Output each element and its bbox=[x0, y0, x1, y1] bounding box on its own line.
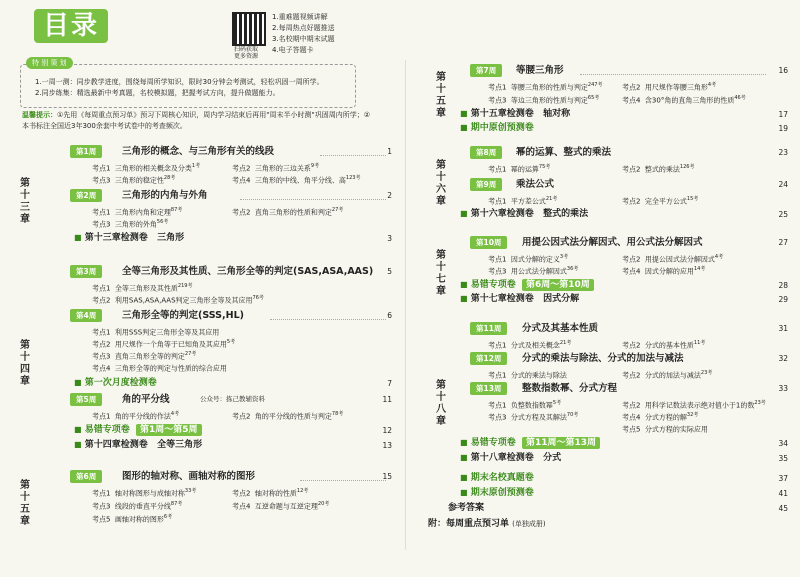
page-number: 3 bbox=[387, 234, 392, 243]
page-number: 35 bbox=[778, 454, 788, 463]
week-title[interactable]: 三角形全等的判定(SSS,HL) bbox=[122, 310, 244, 321]
chapter-label: 第十三章 bbox=[20, 178, 30, 225]
toc-page: 目录 扫码获取 更多资源 1.重难题视频讲解 2.每周热点好题推送 3.名校期中期末试题 4.电子答题卡 1.一周一测：同步教学进度，围绕每周所学知识，限时30分钟会考测试，轻松巩固一周所学。 2.同步练集：精选最新中考真题，名校模拟题，把握考试方向，提升做题能力。 特 别 策 划 温馨提示：①先用《每周重点预习单》预习下周核心知识，周内学习结束后再用"周末半小时测"巩固周内所学；②本书标注全国近3年300余套中考试卷中的考查频次。 第十三章 第1周 三角形的概念、与三角形有关的线段 1 考点1 三角形的相关概念及分类$^{1考}$ 考点2 三角形的三边关系$^{9考}$ 考点3 三角形的稳定性$^{28考}$ 考点4 三角形的中线、角平分线、高$^{123考}$ 第2周 三角形的内角与外角 2 考点1 三角形内角和定理$^{87考}$ 考点2 直角三角形的性质和判定$^{27考}$ 考点3 三角形的外角$^{56考}$ ■ 第十三章检测卷 三角形 3 第十四章 第3周 全等三角形及其性质、三角形全等的判定(SAS,ASA,AAS) 5 考点1 全等三角形及其性质$^{219考}$ 考点2 利用SAS,ASA,AAS判定三角形全等及其应用$^{76考}$ 第4周 三角形全等的判定(SSS,HL) 6 考点1 利用SSS判定三角形全等及其应用 考点2 用尺规作一个角等于已知角及其应用$^{5考}$ 考点3 直角三角形全等的判定$^{27考}$ 考点4 三角形全等的判定与性质的综合应用 ■ 第一次月度检测卷 7 第5周 角的平分线 公众号：拣己教辅资料 11 考点1 角的平分线的作法$^{4考}$ 考点2 角的平分线的性质与判定$^{78考}$ ■ 易错专项卷 第1周～第5周 12 ■ 第十四章检测卷 全等三角形 13 第十五章 第6周 图形的轴对称、画轴对称的图形 15 考点1 轴对称图形与成轴对称$^{33考}$ 考点2 轴对称的性质$^{12考}$ 考点3 线段的垂直平分线$^{87考}$ 考点4 互逆命题与互逆定理$^{20考}$ 考点5 画轴对称的图形$^{6考}$ 第十五章 第7周 等腰三角形 16 考点1 等腰三角形的性质与判定$^{247考}$ 考点2 用尺规作等腰三角形$^{4考}$ 考点3 等边三角形的性质与判定$^{65考}$ 考点4 含30°角的直角三角形的性质$^{46考}$ ■ 第十五章检测卷 轴对称 17 ■ 期中原创预测卷 19 第十六章 第8周 幂的运算、整式的乘法 23 考点1 幂的运算$^{75考}$ 考点2 整式的乘法$^{126考}$ 第9周 乘法公式 24 考点1 平方差公式$^{21考}$ 考点2 完全平方公式$^{15考}$ ■ 第十六章检测卷 整式的乘法 25 第十七章 第10周 用提公因式法分解因式、用公式法分解因式 27 考点1 因式分解的定义$^{3考}$ 考点2 用提公因式法分解因式$^{4考}$ 考点3 用公式法分解因式$^{36考}$ 考点4 因式分解的应用$^{14考}$ ■ 易错专项卷 第6周～第10周 28 ■ 第十七章检测卷 因式分解 29 第十八章 第11周 分式及其基本性质 31 考点1 分式及相关概念$^{21考}$ 考点2 分式的基本性质$^{11考}$ 第12周 分式的乘法与除法、分式的加法与减法 32 考点1 分式的乘法与除法 考点2 分式的加法与减法$^{23考}$ 第13周 整数指数幂、分式方程 33 考点1 负整数指数幂$^{5考}$ 考点2 用科学记数法表示绝对值小于1的数$^{23考}$ 考点3 分式方程及其解法$^{70考}$ 考点4 分式方程的解$^{32考}$ 考点5 分式方程的实际应用 ■ 易错专项卷 第11周～第13周 34 ■ 第十八章检测卷 分式 35 ■ 期末名校真题卷 37 ■ 期末原创预测卷 41 参考答案 45 附：每周重点预习单 (单独成册) bbox=[0, 0, 800, 577]
chapter-label: 第十七章 bbox=[436, 250, 446, 297]
week-badge: 第7周 bbox=[470, 64, 502, 77]
week-badge: 第12周 bbox=[470, 352, 507, 365]
week-badge: 第8周 bbox=[470, 146, 502, 159]
week-badge: 第10周 bbox=[470, 236, 507, 249]
page-title: 目录 bbox=[34, 9, 108, 43]
page-number: 17 bbox=[778, 110, 788, 119]
page-number: 12 bbox=[382, 426, 392, 435]
week-title[interactable]: 三角形的概念、与三角形有关的线段 bbox=[122, 146, 275, 157]
page-number: 24 bbox=[778, 180, 788, 189]
page-number: 16 bbox=[778, 66, 788, 75]
page-number: 11 bbox=[382, 395, 392, 404]
page-number: 7 bbox=[387, 379, 392, 388]
final-test-2[interactable]: ■ 期末原创预测卷 bbox=[460, 488, 534, 498]
page-number: 2 bbox=[387, 191, 392, 200]
page-number: 45 bbox=[778, 504, 788, 513]
tips-box bbox=[20, 64, 356, 108]
chapter-test[interactable]: ■ 第十五章检测卷 轴对称 bbox=[460, 109, 571, 119]
midterm-test[interactable]: ■ 期中原创预测卷 bbox=[460, 123, 534, 133]
week-title[interactable]: 幂的运算、整式的乘法 bbox=[516, 147, 612, 158]
error-test[interactable]: ■ 易错专项卷 第11周～第13周 bbox=[460, 437, 600, 449]
page-number: 25 bbox=[778, 210, 788, 219]
week-badge: 第11周 bbox=[470, 322, 507, 335]
week-badge: 第2周 bbox=[70, 189, 102, 202]
week-title[interactable]: 分式及其基本性质 bbox=[522, 323, 599, 334]
week-title[interactable]: 乘法公式 bbox=[516, 179, 555, 190]
tips-title: 特 别 策 划 bbox=[26, 57, 73, 69]
chapter-label: 第十五章 bbox=[436, 72, 446, 119]
tips-line-1: 1.一周一测：同步教学进度，围绕每周所学知识，限时30分钟会考测试，轻松巩固一周所学。 bbox=[35, 78, 324, 86]
page-number: 6 bbox=[387, 311, 392, 320]
page-number: 33 bbox=[778, 384, 788, 393]
page-number: 5 bbox=[387, 267, 392, 276]
chapter-test[interactable]: ■ 第十七章检测卷 因式分解 bbox=[460, 294, 580, 304]
page-number: 13 bbox=[382, 441, 392, 450]
tips-line-2: 2.同步练集：精选最新中考真题，名校模拟题，把握考试方向，提升做题能力。 bbox=[35, 89, 280, 97]
chapter-test[interactable]: ■ 第十三章检测卷 三角形 bbox=[74, 233, 185, 243]
error-test[interactable]: ■ 易错专项卷 第6周～第10周 bbox=[460, 279, 594, 291]
page-number: 34 bbox=[778, 439, 788, 448]
week-badge: 第5周 bbox=[70, 393, 102, 406]
page-number: 28 bbox=[778, 281, 788, 290]
chapter-test[interactable]: ■ 第十六章检测卷 整式的乘法 bbox=[460, 209, 589, 219]
week-badge: 第1周 bbox=[70, 145, 102, 158]
page-number: 32 bbox=[778, 354, 788, 363]
week-title[interactable]: 图形的轴对称、画轴对称的图形 bbox=[122, 471, 256, 482]
page-number: 15 bbox=[382, 472, 392, 481]
week-title[interactable]: 等腰三角形 bbox=[516, 65, 564, 76]
page-number: 31 bbox=[778, 324, 788, 333]
week-title[interactable]: 全等三角形及其性质、三角形全等的判定(SAS,ASA,AAS) bbox=[122, 266, 374, 277]
watermark-note: 公众号：拣己教辅资料 bbox=[200, 395, 265, 403]
week-title[interactable]: 分式的乘法与除法、分式的加法与减法 bbox=[522, 353, 684, 364]
answers-link[interactable]: 参考答案 bbox=[448, 503, 485, 513]
week-badge: 第9周 bbox=[470, 178, 502, 191]
week-badge: 第3周 bbox=[70, 265, 102, 278]
chapter-test[interactable]: ■ 第十八章检测卷 分式 bbox=[460, 453, 562, 463]
week-title[interactable]: 三角形的内角与外角 bbox=[122, 190, 208, 201]
page-number: 23 bbox=[778, 148, 788, 157]
final-test-1[interactable]: ■ 期末名校真题卷 bbox=[460, 473, 534, 483]
chapter-test[interactable]: ■ 第十四章检测卷 全等三角形 bbox=[74, 440, 203, 450]
page-number: 27 bbox=[778, 238, 788, 247]
feature-item: 4.电子答题卡 bbox=[272, 46, 314, 54]
page-number: 37 bbox=[778, 474, 788, 483]
qr-caption: 扫码获取 更多资源 bbox=[233, 46, 258, 60]
page-number: 1 bbox=[387, 147, 392, 156]
feature-item: 1.重难题视频讲解 bbox=[272, 13, 328, 21]
feature-item: 2.每周热点好题推送 bbox=[272, 24, 335, 32]
chapter-label: 第十八章 bbox=[436, 380, 446, 427]
week-title[interactable]: 角的平分线 bbox=[122, 394, 170, 405]
reminder: 温馨提示：①先用《每周重点预习单》预习下周核心知识，周内学习结束后再用"周末半小时测"巩固周内所学；②本书标注全国近3年300余套中考试卷中的考查频次。 bbox=[22, 111, 370, 130]
page-number: 41 bbox=[778, 489, 788, 498]
week-badge: 第4周 bbox=[70, 309, 102, 322]
feature-item: 3.名校期中期末试题 bbox=[272, 35, 335, 43]
appendix-label: 附：每周重点预习单 (单独成册) bbox=[428, 519, 546, 529]
week-title[interactable]: 用提公因式法分解因式、用公式法分解因式 bbox=[522, 237, 703, 248]
qr-code[interactable] bbox=[232, 12, 266, 46]
error-test[interactable]: ■ 易错专项卷 第1周～第5周 bbox=[74, 424, 202, 436]
chapter-label: 第十五章 bbox=[20, 480, 30, 527]
page-number: 29 bbox=[778, 295, 788, 304]
monthly-test[interactable]: ■ 第一次月度检测卷 bbox=[74, 378, 157, 388]
week-badge: 第6周 bbox=[70, 470, 102, 483]
feature-list bbox=[272, 12, 335, 56]
week-badge: 第13周 bbox=[470, 382, 507, 395]
page-number: 19 bbox=[778, 124, 788, 133]
chapter-label: 第十四章 bbox=[20, 340, 30, 387]
chapter-label: 第十六章 bbox=[436, 160, 446, 207]
week-title[interactable]: 整数指数幂、分式方程 bbox=[522, 383, 618, 394]
